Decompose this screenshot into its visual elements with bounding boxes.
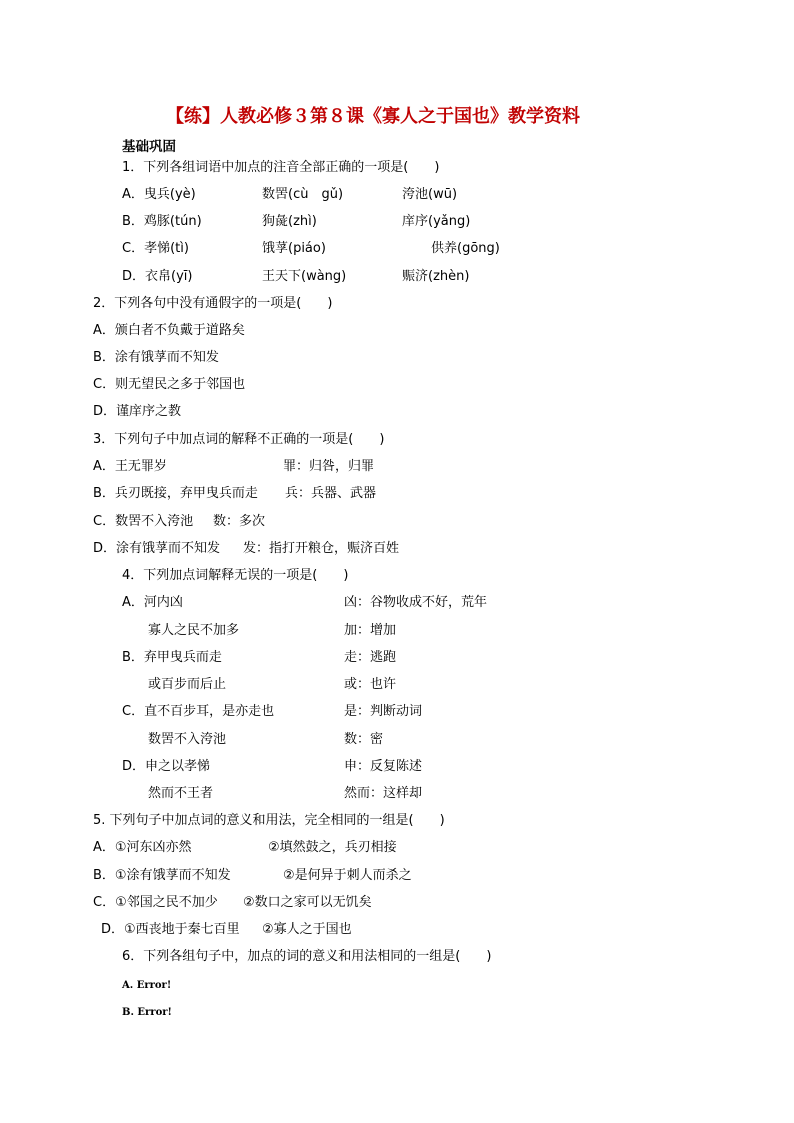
q2-option-c: C．则无望民之多于邻国也: [93, 377, 246, 392]
q4-d-2: 然而不王者: [148, 786, 214, 801]
q2-option-b: B．涂有饿莩而不知发: [93, 350, 219, 365]
q1-c3: 供养(gōng): [431, 241, 500, 256]
q4-a-1-gloss: 凶：谷物收成不好，荒年: [344, 595, 488, 610]
q3-option-d-gloss: 发：指打开粮仓，赈济百姓: [243, 541, 400, 556]
q1-a1: A．曳兵(yè): [122, 187, 196, 202]
q4-c-1: C．直不百步耳，是亦走也: [122, 704, 275, 719]
q2-option-d: D．谨庠序之教: [93, 404, 182, 419]
q3-option-a: A．王无罪岁: [93, 459, 167, 474]
q2-stem: 2．下列各句中没有通假字的一项是( ): [93, 296, 333, 311]
q4-b-2-gloss: 或：也许: [344, 677, 397, 692]
q6-option-b: B. Error!: [122, 1007, 172, 1018]
q1-a3: 洿池(wū): [402, 187, 458, 202]
q5-option-c-1: C．①邻国之民不加少: [93, 895, 218, 910]
q2-option-a: A．颁白者不负戴于道路矣: [93, 323, 245, 338]
q3-option-b-gloss: 兵：兵器、武器: [285, 486, 377, 501]
q5-stem: 5. 下列句子中加点词的意义和用法，完全相同的一组是( ): [93, 813, 445, 828]
q3-option-b: B．兵刃既接，弃甲曳兵而走: [93, 486, 258, 501]
q4-d-1-gloss: 申：反复陈述: [344, 759, 423, 774]
q6-option-a: A. Error!: [122, 980, 172, 991]
section-heading: 基础巩固: [122, 139, 176, 155]
q1-stem: 1．下列各组词语中加点的注音全部正确的一项是( ): [122, 160, 440, 175]
q6-stem: 6．下列各组句子中，加点的词的意义和用法相同的一组是( ): [122, 949, 492, 964]
q3-option-d: D．涂有饿莩而不知发: [93, 541, 221, 556]
q4-d-1: D．申之以孝悌: [122, 759, 211, 774]
q4-c-1-gloss: 是：判断动词: [344, 704, 423, 719]
q4-a-1: A．河内凶: [122, 595, 183, 610]
q1-d3: 赈济(zhèn): [402, 269, 470, 284]
q1-a2: 数罟(cù gǔ): [262, 187, 344, 202]
q4-b-2: 或百步而后止: [148, 677, 227, 692]
q4-b-1: B．弃甲曳兵而走: [122, 650, 222, 665]
q4-c-2: 数罟不入洿池: [148, 732, 227, 747]
q4-a-2-gloss: 加：增加: [344, 623, 397, 638]
q5-option-d-1: D．①西丧地于秦七百里: [101, 922, 240, 937]
q1-b3: 庠序(yǎng): [402, 214, 471, 229]
q3-option-c: C．数罟不入洿池: [93, 514, 194, 529]
q5-option-b-2: ②是何异于刺人而杀之: [283, 868, 412, 883]
q1-b2: 狗彘(zhì): [262, 214, 317, 229]
q4-stem: 4．下列加点词解释无误的一项是( ): [122, 568, 349, 583]
q3-option-a-gloss: 罪：归咎，归罪: [283, 459, 375, 474]
q1-c2: 饿莩(piáo): [262, 241, 326, 256]
title-bracket: 【练】: [166, 106, 220, 127]
q1-b1: B．鸡豚(tún): [122, 214, 202, 229]
q1-d2: 王天下(wàng): [262, 269, 347, 284]
q3-option-c-gloss: 数：多次: [213, 514, 266, 529]
q4-a-2: 寡人之民不加多: [148, 623, 240, 638]
q5-option-c-2: ②数口之家可以无饥矣: [243, 895, 372, 910]
q4-d-2-gloss: 然而：这样却: [344, 786, 423, 801]
title-text: 人教必修３第８课《寡人之于国也》教学资料: [220, 106, 580, 127]
q5-option-a-2: ②填然鼓之，兵刃相接: [268, 840, 397, 855]
q5-option-d-2: ②寡人之于国也: [262, 922, 352, 937]
q4-b-1-gloss: 走：逃跑: [344, 650, 397, 665]
page-title: [0, 104, 770, 130]
q5-option-a-1: A．①河东凶亦然: [93, 840, 192, 855]
q4-c-2-gloss: 数：密: [344, 732, 384, 747]
q1-c1: C．孝悌(tì): [122, 241, 189, 256]
q5-option-b-1: B．①涂有饿莩而不知发: [93, 868, 231, 883]
q3-stem: 3．下列句子中加点词的解释不正确的一项是( ): [93, 432, 385, 447]
q1-d1: D．衣帛(yī): [122, 269, 193, 284]
